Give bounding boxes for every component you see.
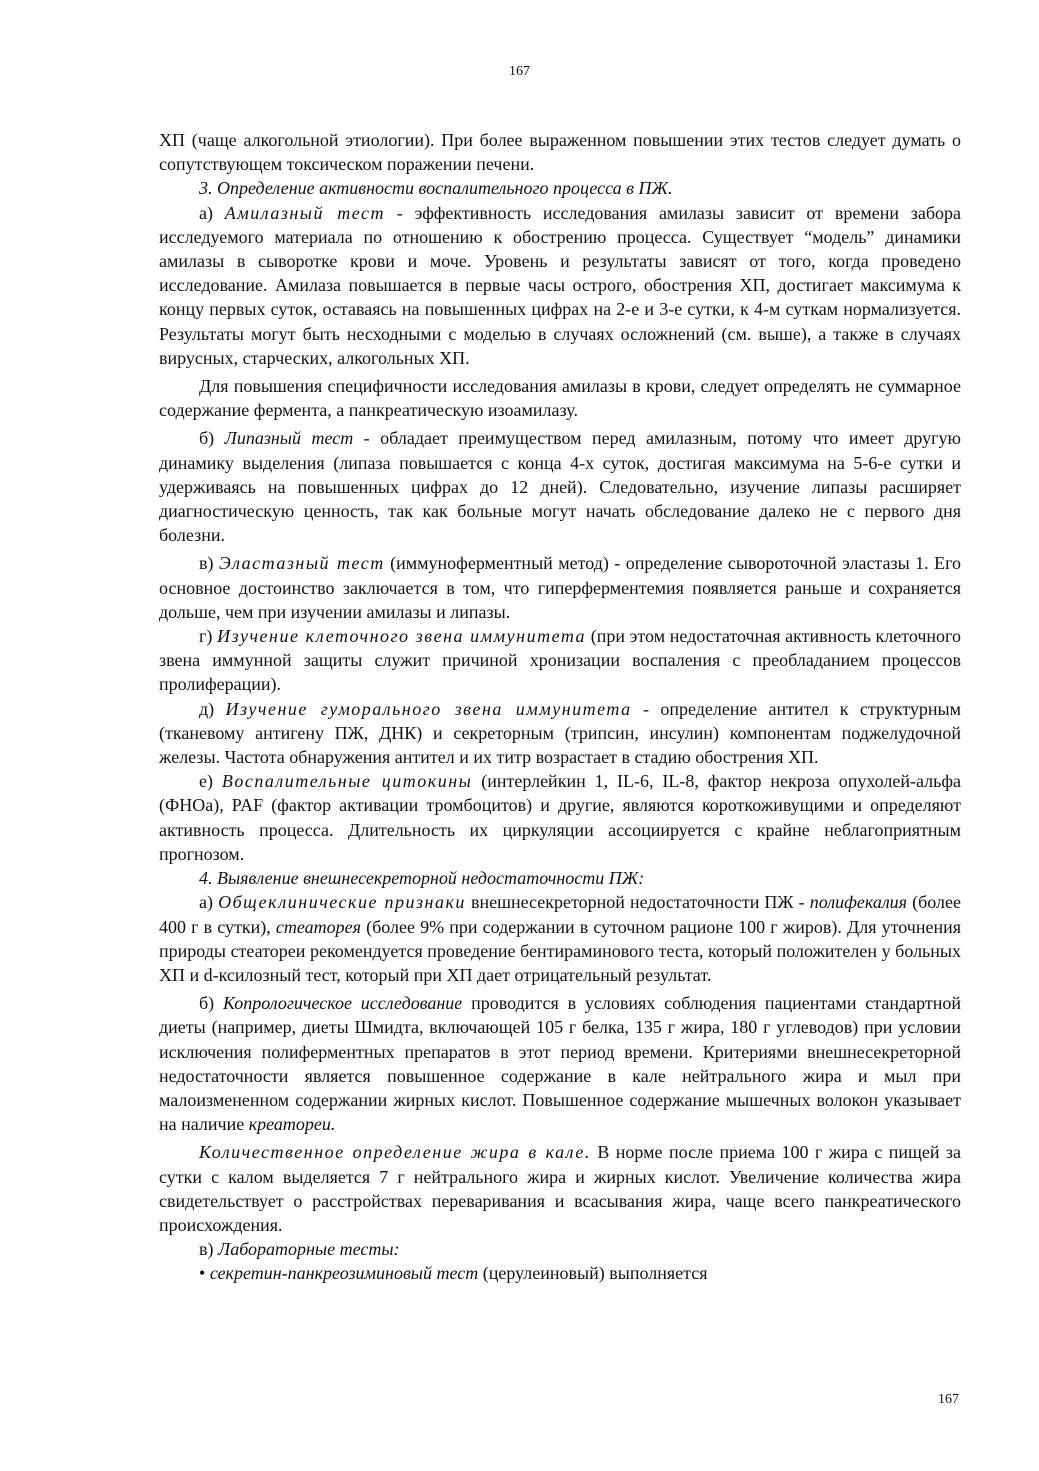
term: Изучение клеточного звена иммунитета — [217, 626, 587, 647]
bullet-item — [159, 1261, 961, 1285]
paragraph — [159, 374, 961, 422]
term: секретин-панкреозиминовый тест — [209, 1263, 479, 1284]
term: Общеклинические признаки — [218, 892, 466, 913]
heading-text: 3. Определение активности воспалительного процесса в ПЖ. — [199, 178, 673, 199]
paragraph-text: - обладает преимуществом перед амилазным, потому что имеет другую динамику выделения (липаза повышается с конца 4-х суток, достигая максимума на 5-6-е сутки и удерживаясь на повышенных цифрах до 12 дней). Следовательно, изучение липазы расширяет диагностическую ценность, так как больные могут начать обследование далеко не с первого дня болезни. — [159, 428, 962, 546]
term: стеаторея — [275, 916, 361, 937]
paragraph — [159, 1237, 961, 1261]
paragraph-text: (церулеиновый) выполняется — [478, 1263, 708, 1284]
paragraph-text: (более 400 г в сутки), — [159, 892, 962, 937]
paragraph — [159, 890, 961, 987]
paragraph-text: - эффективность исследования амилазы зависит от времени забора исследуемого материала по отношению к обострению процесса. Существует “модель” динамики амилазы в сыворотке крови и моче. Уровень и результаты зависят от того, когда проведено исследование. Амилаза повышается в первые часы острого, обострения ХП, достигает максимума к концу первых суток, оставаясь на повышенных цифрах на 2-е и 3-е сутки, к 4-м суткам нормализуется. Результаты могут быть несходными с моделью в случаях осложнений (см. выше), а также в случаях вирусных, старческих, алкогольных ХП. — [159, 202, 962, 368]
paragraph — [159, 128, 961, 176]
bullet-icon: • — [199, 1263, 210, 1284]
item-marker: б) — [199, 428, 225, 449]
term: Копрологическое исследование — [222, 993, 463, 1014]
paragraph — [159, 991, 961, 1136]
paragraph — [159, 624, 961, 697]
section-heading — [159, 176, 961, 200]
item-marker: в) — [199, 553, 219, 574]
paragraph-text: - определение антител к структурным (тканевому антигену ПЖ, ДНК) и секреторным (трипсин, инсулин) компонентам поджелудочной железы. Частота обнаружения антител и их титр возрастает в стадию обострения ХП. — [159, 698, 961, 768]
item-marker: а) — [199, 202, 225, 223]
item-marker: г) — [199, 626, 218, 647]
paragraph-text: внешнесекреторной недостаточности ПЖ - — [465, 892, 810, 913]
item-marker: в) — [199, 1239, 218, 1260]
term: Эластазный тест — [218, 553, 385, 574]
heading-text: 4. Выявление внешнесекреторной недостаточности ПЖ: — [199, 868, 645, 889]
term: Количественное определение жира в кале. — [199, 1142, 591, 1163]
term: Липазный тест — [224, 428, 354, 449]
term: Амилазный тест — [224, 202, 386, 223]
paragraph — [159, 769, 961, 866]
section-heading — [159, 866, 961, 890]
paragraph — [159, 551, 961, 624]
body-text — [159, 128, 961, 1286]
paragraph-text: (иммуноферментный метод) - определение сывороточной эластазы 1. Его основное достоинство заключается в том, что гиперферментемия появляется раньше и сохраняется дольше, чем при изучении амилазы и липазы. — [159, 553, 962, 622]
term: Изучение гуморального звена иммунитета — [225, 698, 632, 719]
term: креатореи. — [248, 1114, 336, 1135]
paragraph-text: ХП (чаще алкогольной этиологии). При более выраженном повышении этих тестов следует думать о сопутствующем токсическом поражении печени. — [159, 130, 961, 175]
paragraph — [159, 1140, 961, 1237]
paragraph-text: проводится в условиях соблюдения пациентами стандартной диеты (например, диеты Шмидта, включающей 105 г белка, 135 г жира, 180 г углеводов) при условии исключения полиферментных препаратов в этот период времени. Критериями внешнесекреторной недостаточности является повышенное содержание в кале нейтрального жира и мыл при малоизмененном содержании жирных кислот. Повышенное содержание мышечных волокон указывает на наличие — [159, 993, 962, 1135]
paragraph-text: (интерлейкин 1, IL-6, IL-8, фактор некроза опухолей-альфа (ФНОа), PAF (фактор активации тромбоцитов) и другие, являются короткоживущими и определяют активность процесса. Длительность их циркуляции ассоциируется с крайне неблагоприятным прогнозом. — [159, 771, 962, 864]
item-marker: е) — [199, 771, 222, 792]
page-number-bottom: 167 — [938, 1392, 959, 1407]
paragraph-text: (при этом недостаточная активность клеточного звена иммунной защиты служит причиной хронизации воспаления с преобладанием процессов пролиферации). — [159, 626, 961, 695]
paragraph-text: В норме после приема 100 г жира с пищей за сутки с калом выделяется 7 г нейтрального жира и жирных кислот. Увеличение количества жира свидетельствует о расстройствах переваривания и всасывания жира, чаще всего панкреатического происхождения. — [159, 1142, 961, 1235]
item-marker: д) — [199, 698, 226, 719]
item-marker: б) — [199, 993, 223, 1014]
term: Лабораторные тесты: — [218, 1239, 400, 1260]
term: полифекалия — [809, 892, 908, 913]
paragraph-text: Для повышения специфичности исследования амилазы в крови, следует определять не суммарное содержание фермента, а панкреатическую изоамилазу. — [159, 376, 961, 421]
paragraph-text: (более 9% при содержании в суточном рационе 100 г жиров). Для уточнения природы стеатореи рекомендуется проведение бентираминового теста, который положителен у больных ХП и d-ксилозный тест, который при ХП дает отрицательный результат. — [159, 916, 961, 985]
paragraph — [159, 201, 961, 370]
term: Воспалительные цитокины — [221, 771, 473, 792]
item-marker: а) — [199, 892, 219, 913]
paragraph — [159, 697, 961, 770]
paragraph — [159, 426, 961, 547]
page-number-top: 167 — [509, 64, 530, 79]
